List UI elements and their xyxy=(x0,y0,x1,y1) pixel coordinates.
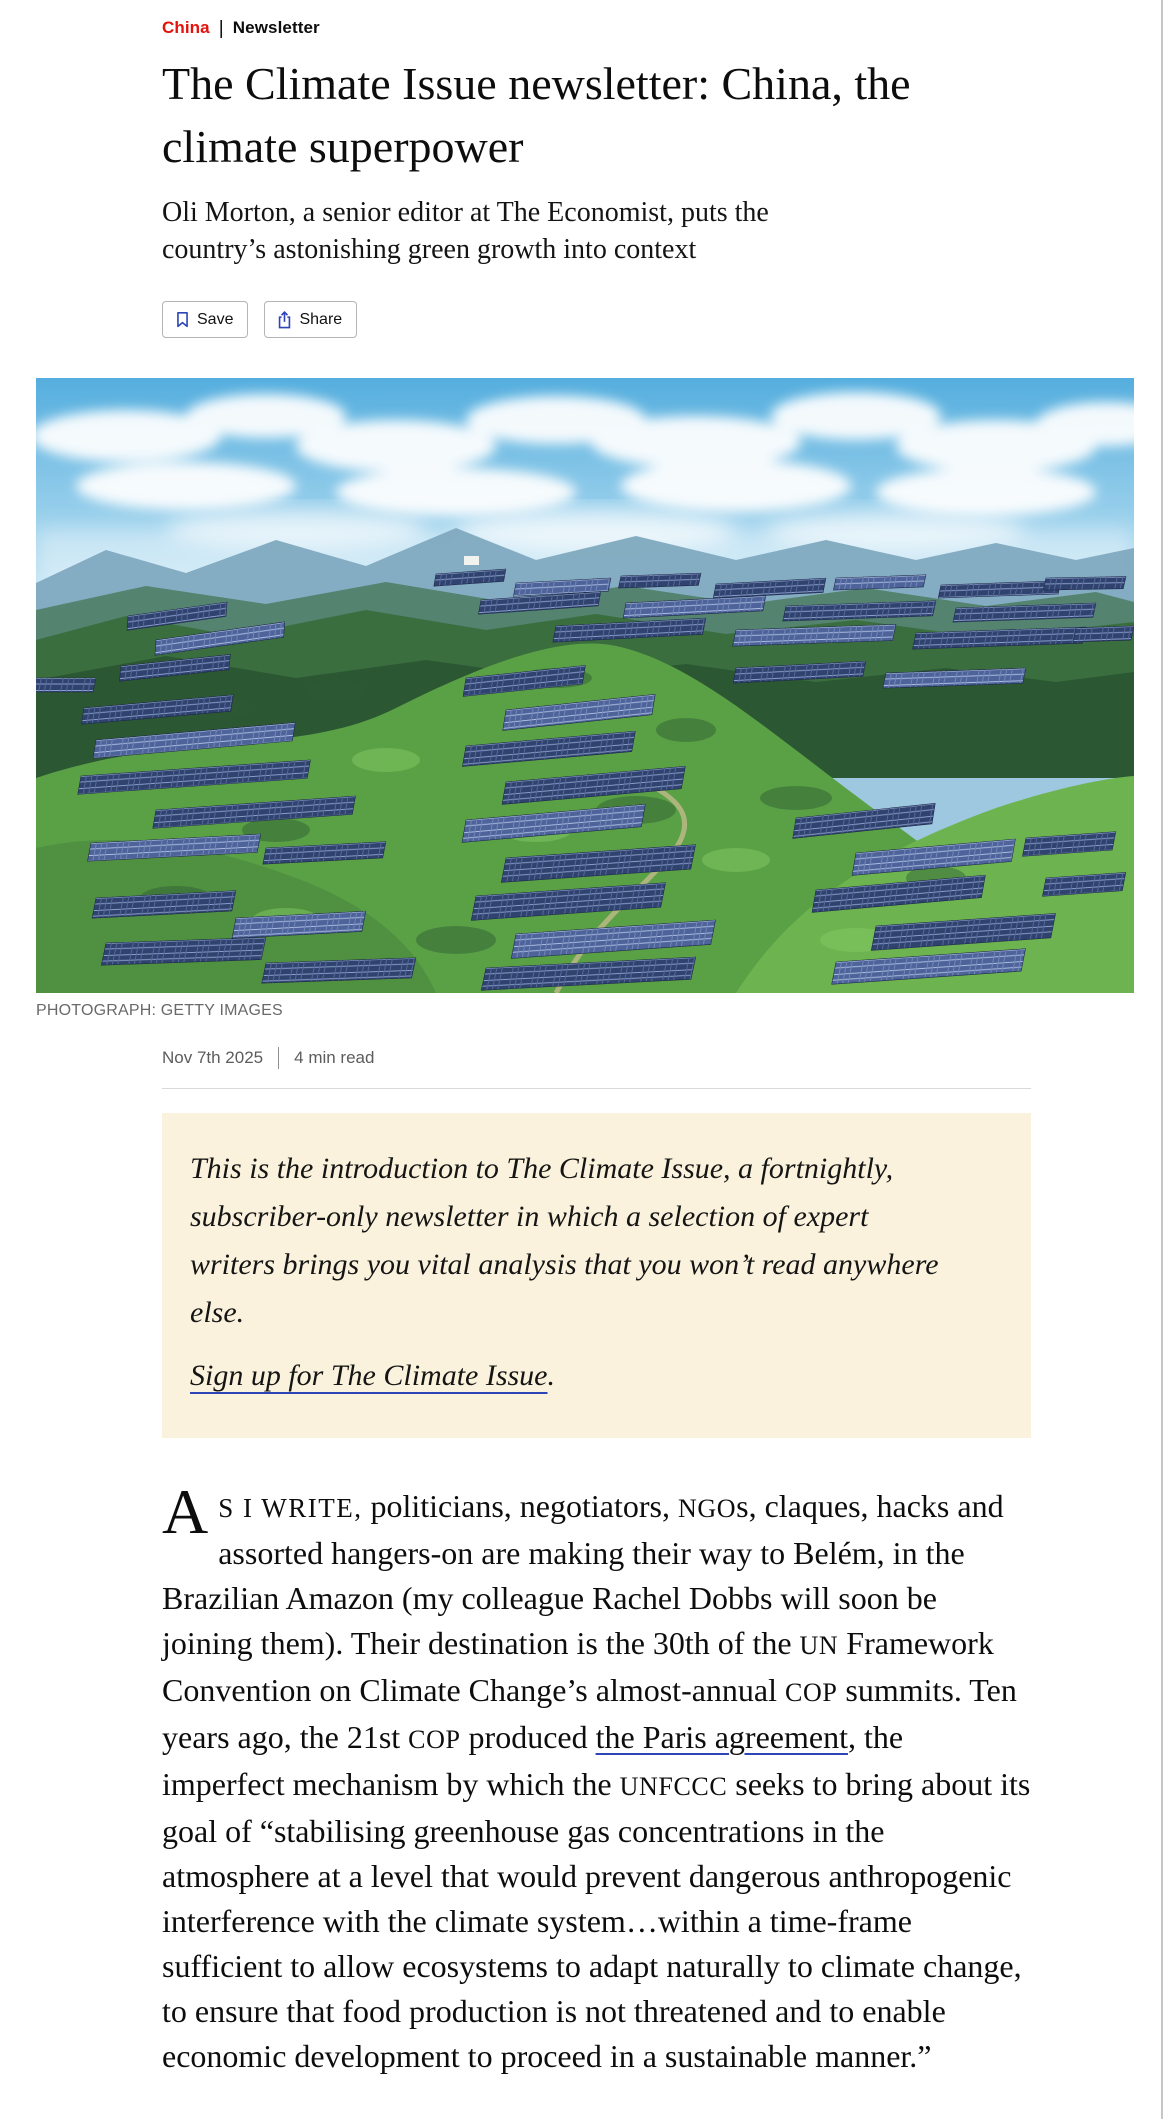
article-content xyxy=(162,1047,1031,2079)
meta-divider xyxy=(162,1088,1031,1089)
promo-link-suffix: . xyxy=(547,1359,555,1392)
promo-text: This is the introduction to The Climate Issue, a fortnightly, subscriber-only newsletter in which a selection of expert writers brings you vital analysis that you won’t read anywhere else. xyxy=(190,1152,939,1329)
read-time: 4 min read xyxy=(294,1048,375,1067)
acronym-unfccc: UNFCCC xyxy=(619,1772,728,1801)
save-button[interactable] xyxy=(162,301,248,338)
breadcrumb-separator: | xyxy=(218,18,224,39)
newsletter-promo-box xyxy=(162,1113,1031,1438)
publish-date: Nov 7th 2025 xyxy=(162,1048,264,1067)
promo-link-line xyxy=(190,1352,940,1400)
body-text: s, claques, hacks and assorted hangers-on are making their way to Belém, in the Brazilian Amazon (my colleague Rachel Dobbs will soon be joining them). Their destination is the 30th of the xyxy=(162,1488,1004,1661)
article-actions xyxy=(162,301,1031,338)
scrollbar-track[interactable] xyxy=(1161,0,1163,2119)
paris-agreement-link[interactable]: the Paris agreement xyxy=(595,1719,848,1755)
share-icon xyxy=(275,310,294,329)
body-text: , the imperfect mechanism by which the xyxy=(162,1719,904,1802)
hero-figure xyxy=(36,378,1134,1020)
breadcrumb xyxy=(162,0,1031,39)
meta-separator xyxy=(278,1047,279,1069)
body-text: summits. Ten years ago, the 21st xyxy=(162,1672,1017,1755)
article-meta xyxy=(162,1047,1031,1069)
save-button-label: Save xyxy=(197,310,234,328)
acronym-ngo: NGO xyxy=(677,1494,737,1523)
share-button-label: Share xyxy=(299,310,343,328)
drop-cap: A xyxy=(162,1476,209,1547)
body-text: produced xyxy=(460,1719,596,1755)
article-subtitle: Oli Morton, a senior editor at The Economist, puts the country’s astonishing green growth into context xyxy=(162,197,769,265)
bookmark-icon xyxy=(173,310,192,329)
body-text: seeks to bring about its goal of “stabilising greenhouse gas concentrations in the atmosphere at a level that would prevent dangerous anthropogenic interference with the climate system…within a time-frame sufficient to allow ecosystems to adapt naturally to climate change, to ensure that food production is not threatened and to enable economic development to proceed in a sustainable manner.” xyxy=(162,1766,1031,2074)
article-paragraph xyxy=(162,1476,1031,2079)
breadcrumb-category: Newsletter xyxy=(232,18,320,37)
newsletter-signup-link[interactable]: Sign up for The Climate Issue xyxy=(190,1359,548,1392)
share-button[interactable] xyxy=(264,301,357,338)
article-hero-image xyxy=(36,378,1134,993)
acronym-cop: COP xyxy=(408,1725,461,1754)
image-credit: PHOTOGRAPH: GETTY IMAGES xyxy=(36,1002,283,1019)
breadcrumb-section-link[interactable]: China xyxy=(162,18,210,37)
page-title: The Climate Issue newsletter: China, the climate superpower xyxy=(162,58,911,172)
body-text: Framework Convention on Climate Change’s almost-annual xyxy=(162,1625,994,1708)
acronym-cop: COP xyxy=(785,1678,838,1707)
article-header xyxy=(162,0,1031,338)
acronym-un: UN xyxy=(799,1631,839,1660)
body-text: politicians, negotiators, xyxy=(362,1488,678,1524)
lead-caps: S I WRITE, xyxy=(218,1493,363,1523)
